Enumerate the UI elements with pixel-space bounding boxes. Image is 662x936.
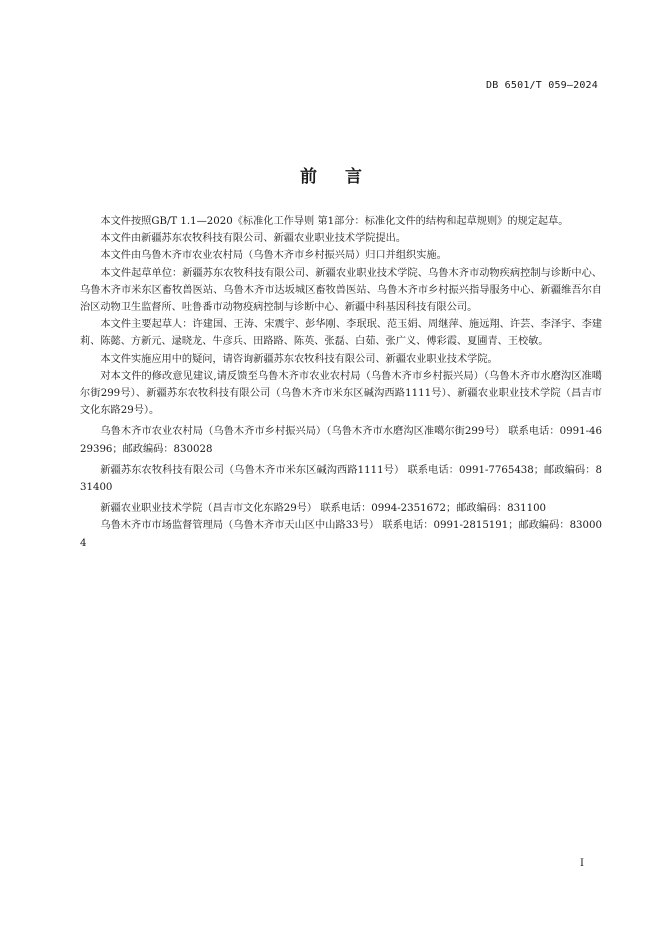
paragraph-inquiries: 本文件实施应用中的疑问，请咨询新疆苏东农牧科技有限公司、新疆农业职业技术学院。 (100, 353, 498, 365)
contact-agriculture-bureau: 乌鲁木齐市农业农村局（乌鲁木齐市乡村振兴局）（乌鲁木齐市水磨沟区准噶尔街299号） 联系电话：0991-4629396；邮政编码：830028 (80, 426, 602, 455)
paragraph-drafters: 本文件主要起草人：许建国、王涛、宋震宇、彭华刚、李珉珉、范玉娟、周继萍、施远翔、许芸、李泽宇、李建莉、陈懿、方新元、逯晓龙、牛彦兵、田路路、陈英、张磊、白茹、张广义、傅彩霞、夏圃青、王校敏。 (80, 319, 602, 348)
contact-sudong-company: 新疆苏东农牧科技有限公司（乌鲁木齐市米东区碱沟西路1111号） 联系电话：0991-7765438；邮政编码：831400 (80, 464, 602, 494)
page-number: I (580, 858, 584, 869)
page-title: 前言 (300, 167, 390, 187)
paragraph-drafting-rules: 本文件按照GB/T 1.1—2020《标准化工作导则 第1部分：标准化文件的结构和起草规则》的规定起草。 (100, 216, 569, 227)
paragraph-feedback: 对本文件的修改意见建议,请反馈至乌鲁木齐市农业农村局（乌鲁木齐市乡村振兴局）（乌鲁木齐市水磨沟区准噶尔街299号）、新疆苏东农牧科技有限公司（乌鲁木齐市米东区碱沟西路1111号）、新疆农业职业技术学院（昌吉市文化东路29号）。 (80, 370, 602, 417)
paragraph-administrator: 本文件由乌鲁木齐市农业农村局（乌鲁木齐市乡村振兴局）归口并组织实施。 (100, 250, 447, 262)
contact-market-supervision: 乌鲁木齐市市场监督管理局（乌鲁木齐市天山区中山路33号） 联系电话：0991-2815191；邮政编码：830004 (80, 520, 602, 549)
paragraph-proposer: 本文件由新疆苏东农牧科技有限公司、新疆农业职业技术学院提出。 (100, 233, 407, 245)
foreword-body (80, 213, 602, 552)
document-code: DB 6501/T 059—2024 (486, 80, 598, 91)
contact-vocational-college: 新疆农业职业技术学院（昌吉市文化东路29号） 联系电话：0994-2351672；邮政编码：831100 (100, 503, 547, 515)
paragraph-drafting-units: 本文件起草单位：新疆苏东农牧科技有限公司、新疆农业职业技术学院、乌鲁木齐市动物疾病控制与诊断中心、乌鲁木齐市米东区畜牧兽医站、乌鲁木齐市达坂城区畜牧兽医站、乌鲁木齐市乡村振兴指导服务中心、新疆维吾尔自治区动物卫生监督所、吐鲁番市动物疫病控制与诊断中心、新疆中科基因科技有限公司。 (80, 267, 602, 314)
